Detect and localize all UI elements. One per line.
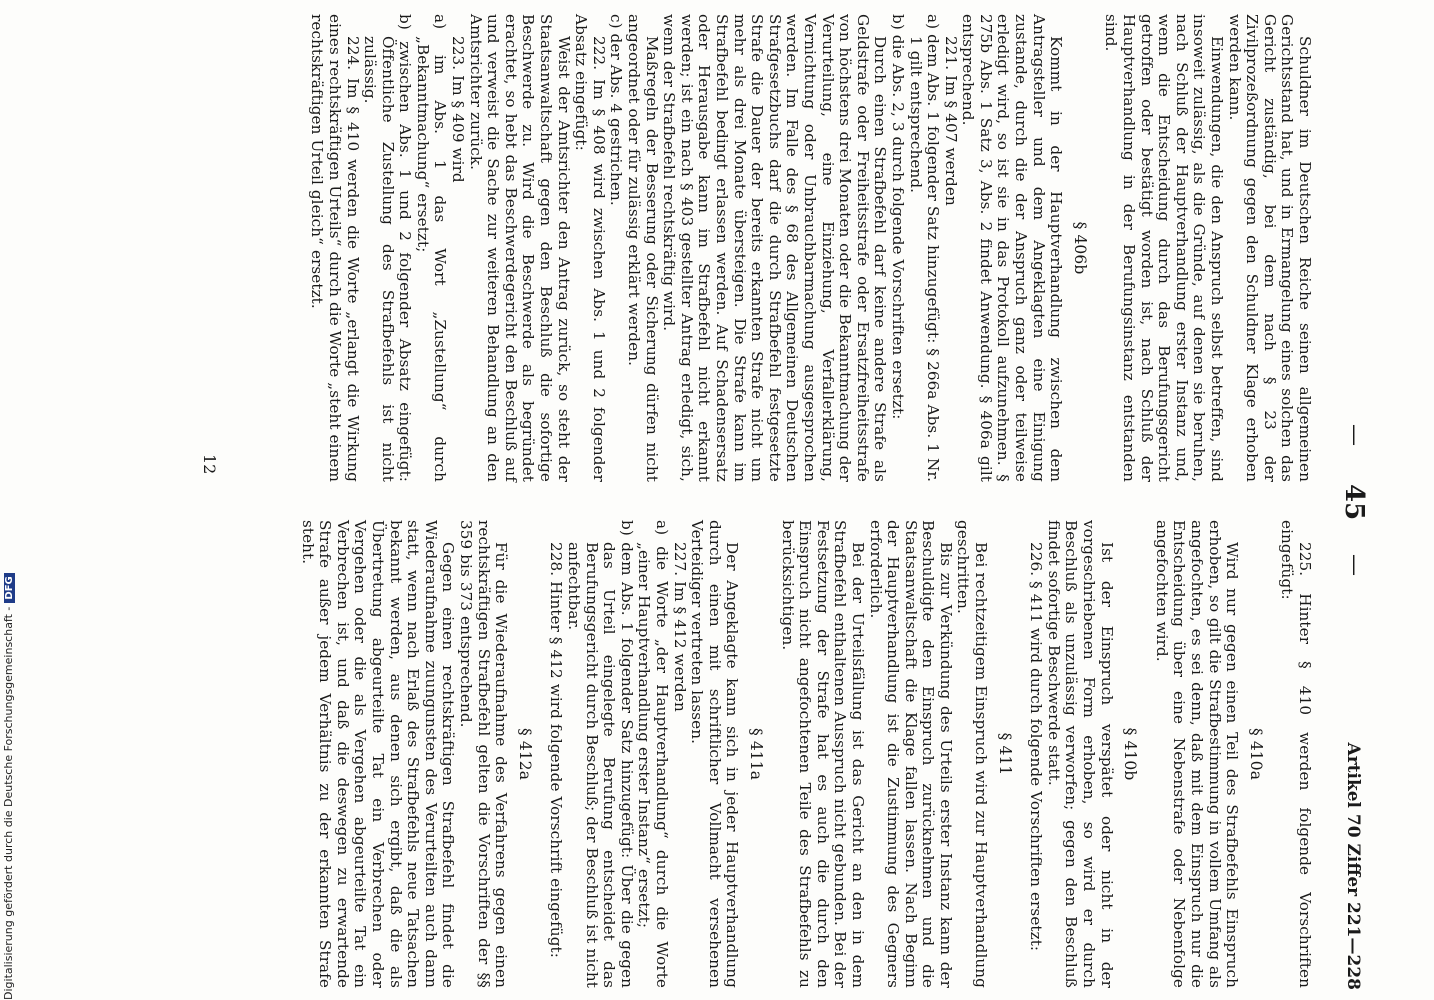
header-dash-right: —	[1342, 554, 1367, 576]
paragraph: Bei rechtzeitigem Einspruch wird zur Hauptverhandlung geschritten.	[954, 520, 991, 988]
numbered-item: 221. Im § 407 werden	[941, 36, 960, 206]
numbered-item: 226. § 411 wird durch folgende Vorschriften ersetzt:	[1027, 542, 1046, 952]
section-heading: § 406b	[1070, 221, 1089, 275]
paragraph: Wird nur gegen einen Teil des Strafbefehls Einspruch erhoben, so gilt die Strafbestimmung in vollem Umfang als angefochten, es sei denn, daß mit dem Einspruch nur die Entscheidung über eine Nebenstrafe oder Nebenfolge angefochten wird.	[1152, 520, 1242, 988]
credit-text: Digitalisierung gefördert durch die Deutsche Forschungsgemeinschaft -	[2, 606, 15, 1000]
paragraph: Für die Wiederaufnahme des Verfahrens gegen einen rechtskräftigen Strafbefehl gelten die Vorschriften der §§ 359 bis 373 entsprechend.	[457, 520, 511, 988]
sub-item: b) dem Abs. 1 folgender Satz hinzugefügt: Über die gegen das Urteil eingelegte Berufung entscheidet das Berufungsgericht durch Beschluß; der Beschluß ist nicht anfechtbar.	[565, 520, 636, 988]
paragraph: Bis zur Verkündung des Urteils erster Instanz kann der Beschuldigte den Einspruch zurücknehmen und die Staatsanwaltschaft die Klage fallen lassen. Nach Beginn der Hauptverhandlung ist die Zustimmung des Gegners erforderlich.	[866, 520, 955, 988]
signature-number: 12	[200, 454, 219, 475]
numbered-item: 225. Hinter § 410 werden folgende Vorschriften eingefügt:	[1278, 520, 1314, 988]
sub-item: a) die Worte „der Hauptverhandlung“ durch die Worte „einer Hauptverhandlung erster Instanz“ ersetzt;	[635, 520, 671, 988]
sub-item: a) dem Abs. 1 folgender Satz hinzugefügt: § 266a Abs. 1 Nr. 1 gilt entsprechend.	[906, 14, 943, 482]
section-heading: § 411	[995, 732, 1014, 776]
paragraph: Weist der Amtsrichter den Antrag zurück, so steht der Staatsanwaltschaft gegen den Beschluß die sofortige Beschwerde zu. Wird die Beschwerde als begründet erachtet, so hebt das Beschwerdegericht den Beschluß auf und verweist die Sache zur weiteren Behandlung an den Amtsrichter zurück.	[466, 14, 573, 482]
paragraph: Bei der Urteilsfällung ist das Gericht an den in dem Strafbefehl enthaltenen Ausspruch nicht gebunden. Bei der Festsetzung der Strafe hat es auch die durch den Einspruch nicht angefochtenen Teile des Strafbefehls zu berücksichtigen.	[778, 520, 867, 988]
rotated-sheet	[129, 14, 1369, 990]
sub-item: b) zwischen Abs. 1 und 2 folgender Absatz eingefügt: Öffentliche Zustellung des Strafbefehls ist nicht zulässig.	[361, 14, 415, 482]
paragraph: Der Angeklagte kann sich in jeder Hauptverhandlung durch einen mit schriftlicher Vollmacht versehenen Verteidiger vertreten lassen.	[688, 520, 742, 988]
section-heading: § 411a	[746, 727, 765, 781]
header-dash-left: —	[1342, 424, 1367, 446]
paragraph: Ist der Einspruch verspätet oder nicht in der vorgeschriebenen Form erhoben, so wird er durch Beschluß als unzulässig verworfen; gegen den Beschluß findet sofortige Beschwerde statt.	[1044, 520, 1116, 988]
sub-item: b) die Abs. 2, 3 durch folgende Vorschriften ersetzt:	[888, 14, 907, 420]
numbered-item: 222. Im § 408 wird zwischen Abs. 1 und 2 folgender Absatz eingefügt:	[572, 14, 608, 482]
paragraph: Kommt in der Hauptverhandlung zwischen dem Antragsteller und dem Angeklagten eine Einigung zustande, durch die der Anspruch ganz oder teilweise erledigt wird, so ist sie in das Protokoll aufzunehmen. § 275b Abs. 1 Satz 3, Abs. 2 findet Anwendung. § 406a gilt entsprechend.	[959, 14, 1066, 482]
numbered-item: 223. Im § 409 wird	[449, 36, 468, 183]
page-header	[1329, 14, 1369, 990]
page-number: 45	[1339, 484, 1369, 521]
section-heading: § 412a	[515, 727, 534, 781]
numbered-item: 227. Im § 412 werden	[670, 542, 689, 712]
dfg-logo: DFG	[4, 573, 15, 602]
section-heading: § 410a	[1246, 727, 1265, 781]
paragraph: Schuldner im Deutschen Reiche seinen allgemeinen Gerichtsstand hat, und in Ermangelung eines solchen das Gericht zuständig, bei dem nach § 23 der Zivilprozeßordnung gegen den Schuldner Klage erhoben werden kann.	[1225, 14, 1314, 482]
numbered-item: 224. Im § 410 werden die Worte „erlangt die Wirkung eines rechtskräftigen Urteils“ durch die Worte „steht einem rechtskräftigen Urteil gleich“ ersetzt.	[308, 14, 362, 482]
numbered-item: 228. Hinter § 412 wird folgende Vorschrift eingefügt:	[547, 542, 566, 958]
sub-item: a) im Abs. 1 das Wort „Zustellung“ durch „Bekanntmachung“ ersetzt;	[413, 14, 450, 482]
sub-item: c) der Abs. 4 gestrichen.	[607, 14, 626, 206]
section-heading: § 410b	[1121, 727, 1140, 781]
left-text-column	[308, 14, 1313, 482]
paragraph: Einwendungen, die den Anspruch selbst betreffen, sind insoweit zulässig, als die Gründe, auf denen sie beruhen, nach Schluß der Hauptverhandlung erster Instanz und, wenn die Entscheidung durch das Berufungsgericht getroffen oder bestätigt worden ist, nach Schluß der Hauptverhandlung in der Berufungsinstanz entstanden sind.	[1102, 14, 1227, 482]
right-text-column	[298, 520, 1313, 988]
running-title: Artikel 70 Ziffer 221—228	[1343, 742, 1363, 990]
digitization-credit	[2, 573, 15, 1000]
paragraph: Durch einen Strafbefehl darf keine andere Strafe als Geldstrafe oder Freiheitsstrafe oder Ersatzfreiheitsstrafe von höchstens drei Monaten oder die Bekanntmachung der Verurteilung, eine Einziehung, Verfallerklärung, Vernichtung oder Unbrauchbarmachung ausgesprochen werden. Im Falle des § 68 des Allgemeinen Deutschen Strafgesetzbuchs darf die durch Strafbefehl festgesetzte Strafe die Dauer der bereits erkannten Strafe nicht um mehr als drei Monate übersteigen. Die Strafe kann im Strafbefehl bedingt erlassen werden. Auf Schadensersatz oder Herausgabe kann im Strafbefehl nicht erkannt werden; ist ein nach § 403 gestellter Antrag erledigt, sich, wenn der Strafbefehl rechtskräftig wird.	[660, 14, 890, 482]
paragraph: Gegen einen rechtskräftigen Strafbefehl findet die Wiederaufnahme zuungunsten des Verurteilten auch dann statt, wenn nach Erlaß des Strafbefehls neue Tatsachen bekannt werden, aus denen sich ergibt, daß die als Übertretung abgeurteilte Tat ein Verbrechen oder Vergehen oder die als Vergehen abgeurteilte Tat ein Verbrechen ist, und daß die deswegen zu erwartende Strafe außer jedem Verhältnis zu der erkannten Strafe steht.	[298, 520, 458, 988]
paragraph: Maßregeln der Besserung oder Sicherung dürfen nicht angeordnet oder für zulässig erklärt werden.	[625, 14, 661, 482]
